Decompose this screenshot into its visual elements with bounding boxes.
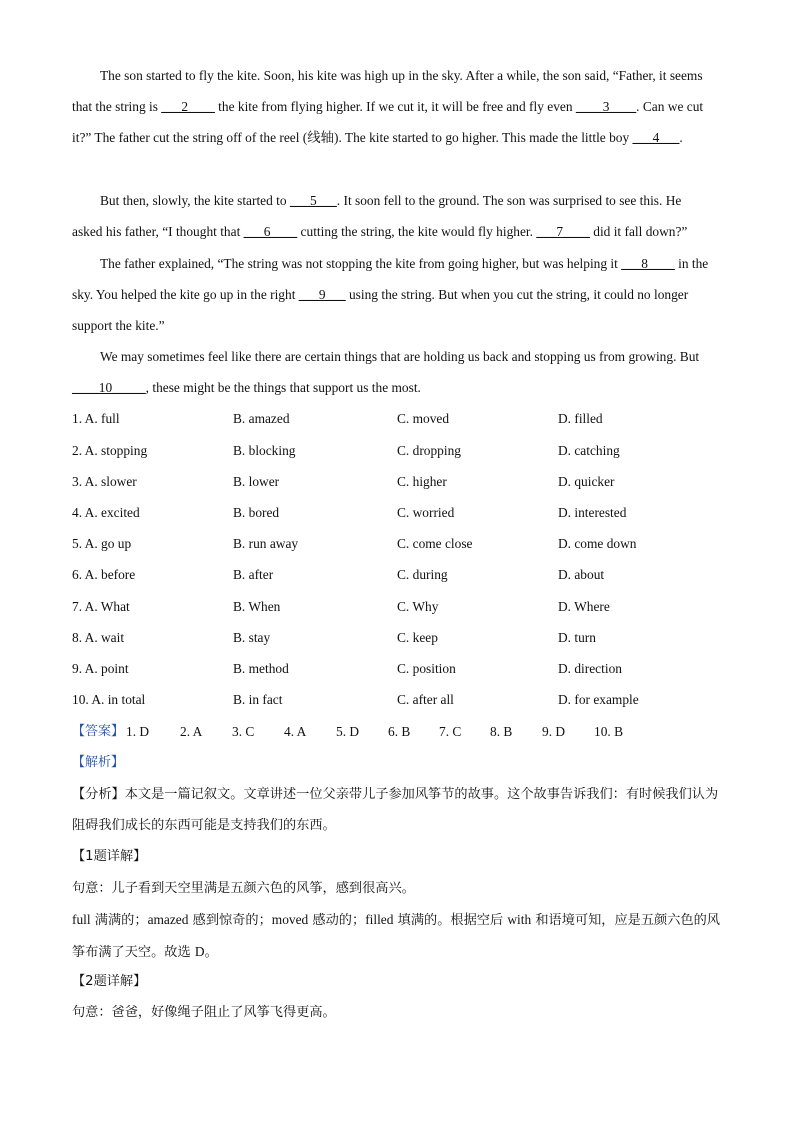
passage-text: cutting the string, the kite would fly higher.	[297, 224, 537, 239]
option-a: 2. A. stopping	[72, 443, 148, 458]
option-d: D. filled	[558, 411, 603, 426]
answer-item: 1. D	[126, 724, 150, 739]
blank-8: ___8____	[621, 256, 675, 271]
answer-item: 3. C	[232, 724, 255, 739]
option-row	[72, 559, 732, 590]
word: full	[72, 912, 91, 927]
option-b: B. run away	[233, 536, 299, 551]
option-row	[72, 466, 732, 497]
option-b: B. bored	[233, 505, 280, 520]
option-a: 9. A. point	[72, 661, 129, 676]
passage-paragraph-4	[72, 341, 710, 403]
word: moved	[271, 912, 309, 927]
gloss: 满满的；	[90, 913, 148, 928]
passage-text: . Can we cut it?” The father cut the string off of the reel (线轴). The kite started to go higher. This made the little boy	[72, 99, 704, 145]
option-a: 1. A. full	[72, 411, 120, 426]
option-a: 6. A. before	[72, 567, 136, 582]
option-row	[72, 403, 732, 434]
option-b: B. blocking	[233, 443, 296, 458]
option-b: B. after	[233, 567, 274, 582]
passage-text: , these might be the things that support us the most.	[145, 380, 421, 395]
answer-item: 4. A	[284, 724, 307, 739]
word: with	[507, 912, 532, 927]
analysis-label-line	[72, 747, 722, 778]
passage-paragraph-1	[72, 60, 710, 153]
answer-item: 6. B	[388, 724, 411, 739]
blank-9: ___9___	[298, 287, 346, 302]
summary-label: 【分析】	[72, 787, 125, 802]
option-c: C. during	[397, 567, 448, 582]
passage-text: The son started to fly the kite. Soon, his kite was high up in the sky. After a while, the son said, “Father, it seems that the string is	[72, 68, 703, 114]
option-c: C. position	[397, 661, 456, 676]
answer-row	[72, 716, 732, 747]
q1-detail	[72, 904, 722, 968]
blank-7: ___7____	[536, 224, 590, 239]
option-c: C. Why	[397, 599, 439, 614]
option-b: B. in fact	[233, 692, 283, 707]
answer-item: 2. A	[180, 724, 203, 739]
q1-label: 【1题详解】	[72, 849, 147, 864]
passage-paragraph-3	[72, 248, 710, 341]
option-c: C. after all	[397, 692, 454, 707]
passage-paragraph-2	[72, 185, 710, 247]
q2-sentence	[72, 997, 722, 1028]
q2-sentence-text: 句意：爸爸，好像绳子阻止了风筝飞得更高。	[72, 1005, 336, 1020]
option-c: C. come close	[397, 536, 473, 551]
option-a: 10. A. in total	[72, 692, 146, 707]
option-a: 4. A. excited	[72, 505, 140, 520]
blank-5: ___5___	[289, 193, 337, 208]
word: amazed	[147, 912, 189, 927]
q1-heading	[72, 841, 722, 872]
option-b: B. lower	[233, 474, 280, 489]
answer-item: 8. B	[490, 724, 513, 739]
word: D	[194, 944, 205, 959]
option-d: D. Where	[558, 599, 610, 614]
answer-label: 【答案】	[72, 724, 125, 739]
option-d: D. interested	[558, 505, 627, 520]
option-d: D. catching	[558, 443, 620, 458]
option-d: D. for example	[558, 692, 639, 707]
option-row	[72, 435, 732, 466]
option-c: C. dropping	[397, 443, 461, 458]
option-a: 3. A. slower	[72, 474, 137, 489]
passage-text: The father explained, “The string was not stopping the kite from going higher, but was helping it	[100, 256, 622, 271]
q2-label: 【2题详解】	[72, 974, 147, 989]
option-row	[72, 622, 732, 653]
option-row	[72, 528, 732, 559]
option-b: B. amazed	[233, 411, 290, 426]
answer-item: 5. D	[336, 724, 360, 739]
passage-text: We may sometimes feel like there are certain things that are holding us back and stopping us from growing. But	[100, 349, 700, 364]
gloss: 感到惊奇的；	[188, 913, 272, 928]
option-c: C. higher	[397, 474, 447, 489]
gloss: 填满的。根据空后	[393, 913, 508, 928]
option-row	[72, 684, 732, 715]
option-row	[72, 591, 732, 622]
option-b: B. stay	[233, 630, 271, 645]
q2-heading	[72, 966, 722, 997]
answer-item: 7. C	[439, 724, 462, 739]
passage-text: using the string. But when you cut the string, it could no longer support the kite.”	[72, 287, 689, 333]
passage-text: But then, slowly, the kite started to	[100, 193, 290, 208]
summary-text: 本文是一篇记叙文。文章讲述一位父亲带儿子参加风筝节的故事。这个故事告诉我们：有时候我们认为阻碍我们成长的东西可能是支持我们的东西。	[72, 787, 719, 833]
analysis-label: 【解析】	[72, 755, 125, 770]
passage-text: .	[679, 130, 683, 145]
blank-3: ____3____	[575, 99, 637, 114]
passage-text: . It soon fell to the ground. The son was surprised to see this. He asked his father, “I thought that	[72, 193, 682, 239]
blank-4: ___4___	[632, 130, 680, 145]
option-c: C. moved	[397, 411, 450, 426]
option-a: 7. A. What	[72, 599, 130, 614]
option-c: C. worried	[397, 505, 455, 520]
blank-6: ___6____	[243, 224, 298, 239]
passage-text: did it fall down?”	[589, 224, 688, 239]
gloss: 。	[204, 945, 218, 960]
option-c: C. keep	[397, 630, 438, 645]
blank-10: ____10_____	[72, 380, 146, 395]
answer-item: 9. D	[542, 724, 566, 739]
option-d: D. quicker	[558, 474, 615, 489]
gloss: 和语境可知，应是五颜六色的风筝布满了天空。故选	[72, 913, 720, 960]
gloss: 感动的；	[308, 913, 366, 928]
option-b: B. When	[233, 599, 281, 614]
answer-item: 10. B	[594, 724, 624, 739]
option-b: B. method	[233, 661, 289, 676]
option-row	[72, 653, 732, 684]
option-d: D. direction	[558, 661, 622, 676]
option-a: 8. A. wait	[72, 630, 125, 645]
option-d: D. come down	[558, 536, 637, 551]
q1-sentence-text: 句意：儿子看到天空里满是五颜六色的风筝，感到很高兴。	[72, 881, 415, 896]
analysis-summary	[72, 779, 722, 841]
option-d: D. about	[558, 567, 605, 582]
option-row	[72, 497, 732, 528]
q1-sentence	[72, 873, 722, 904]
passage-text: in the sky. You helped the kite go up in the right	[72, 256, 709, 302]
word: filled	[365, 912, 394, 927]
passage-text: the kite from flying higher. If we cut it, it will be free and fly even	[214, 99, 576, 114]
blank-2: ___2____	[161, 99, 215, 114]
option-d: D. turn	[558, 630, 596, 645]
option-a: 5. A. go up	[72, 536, 132, 551]
